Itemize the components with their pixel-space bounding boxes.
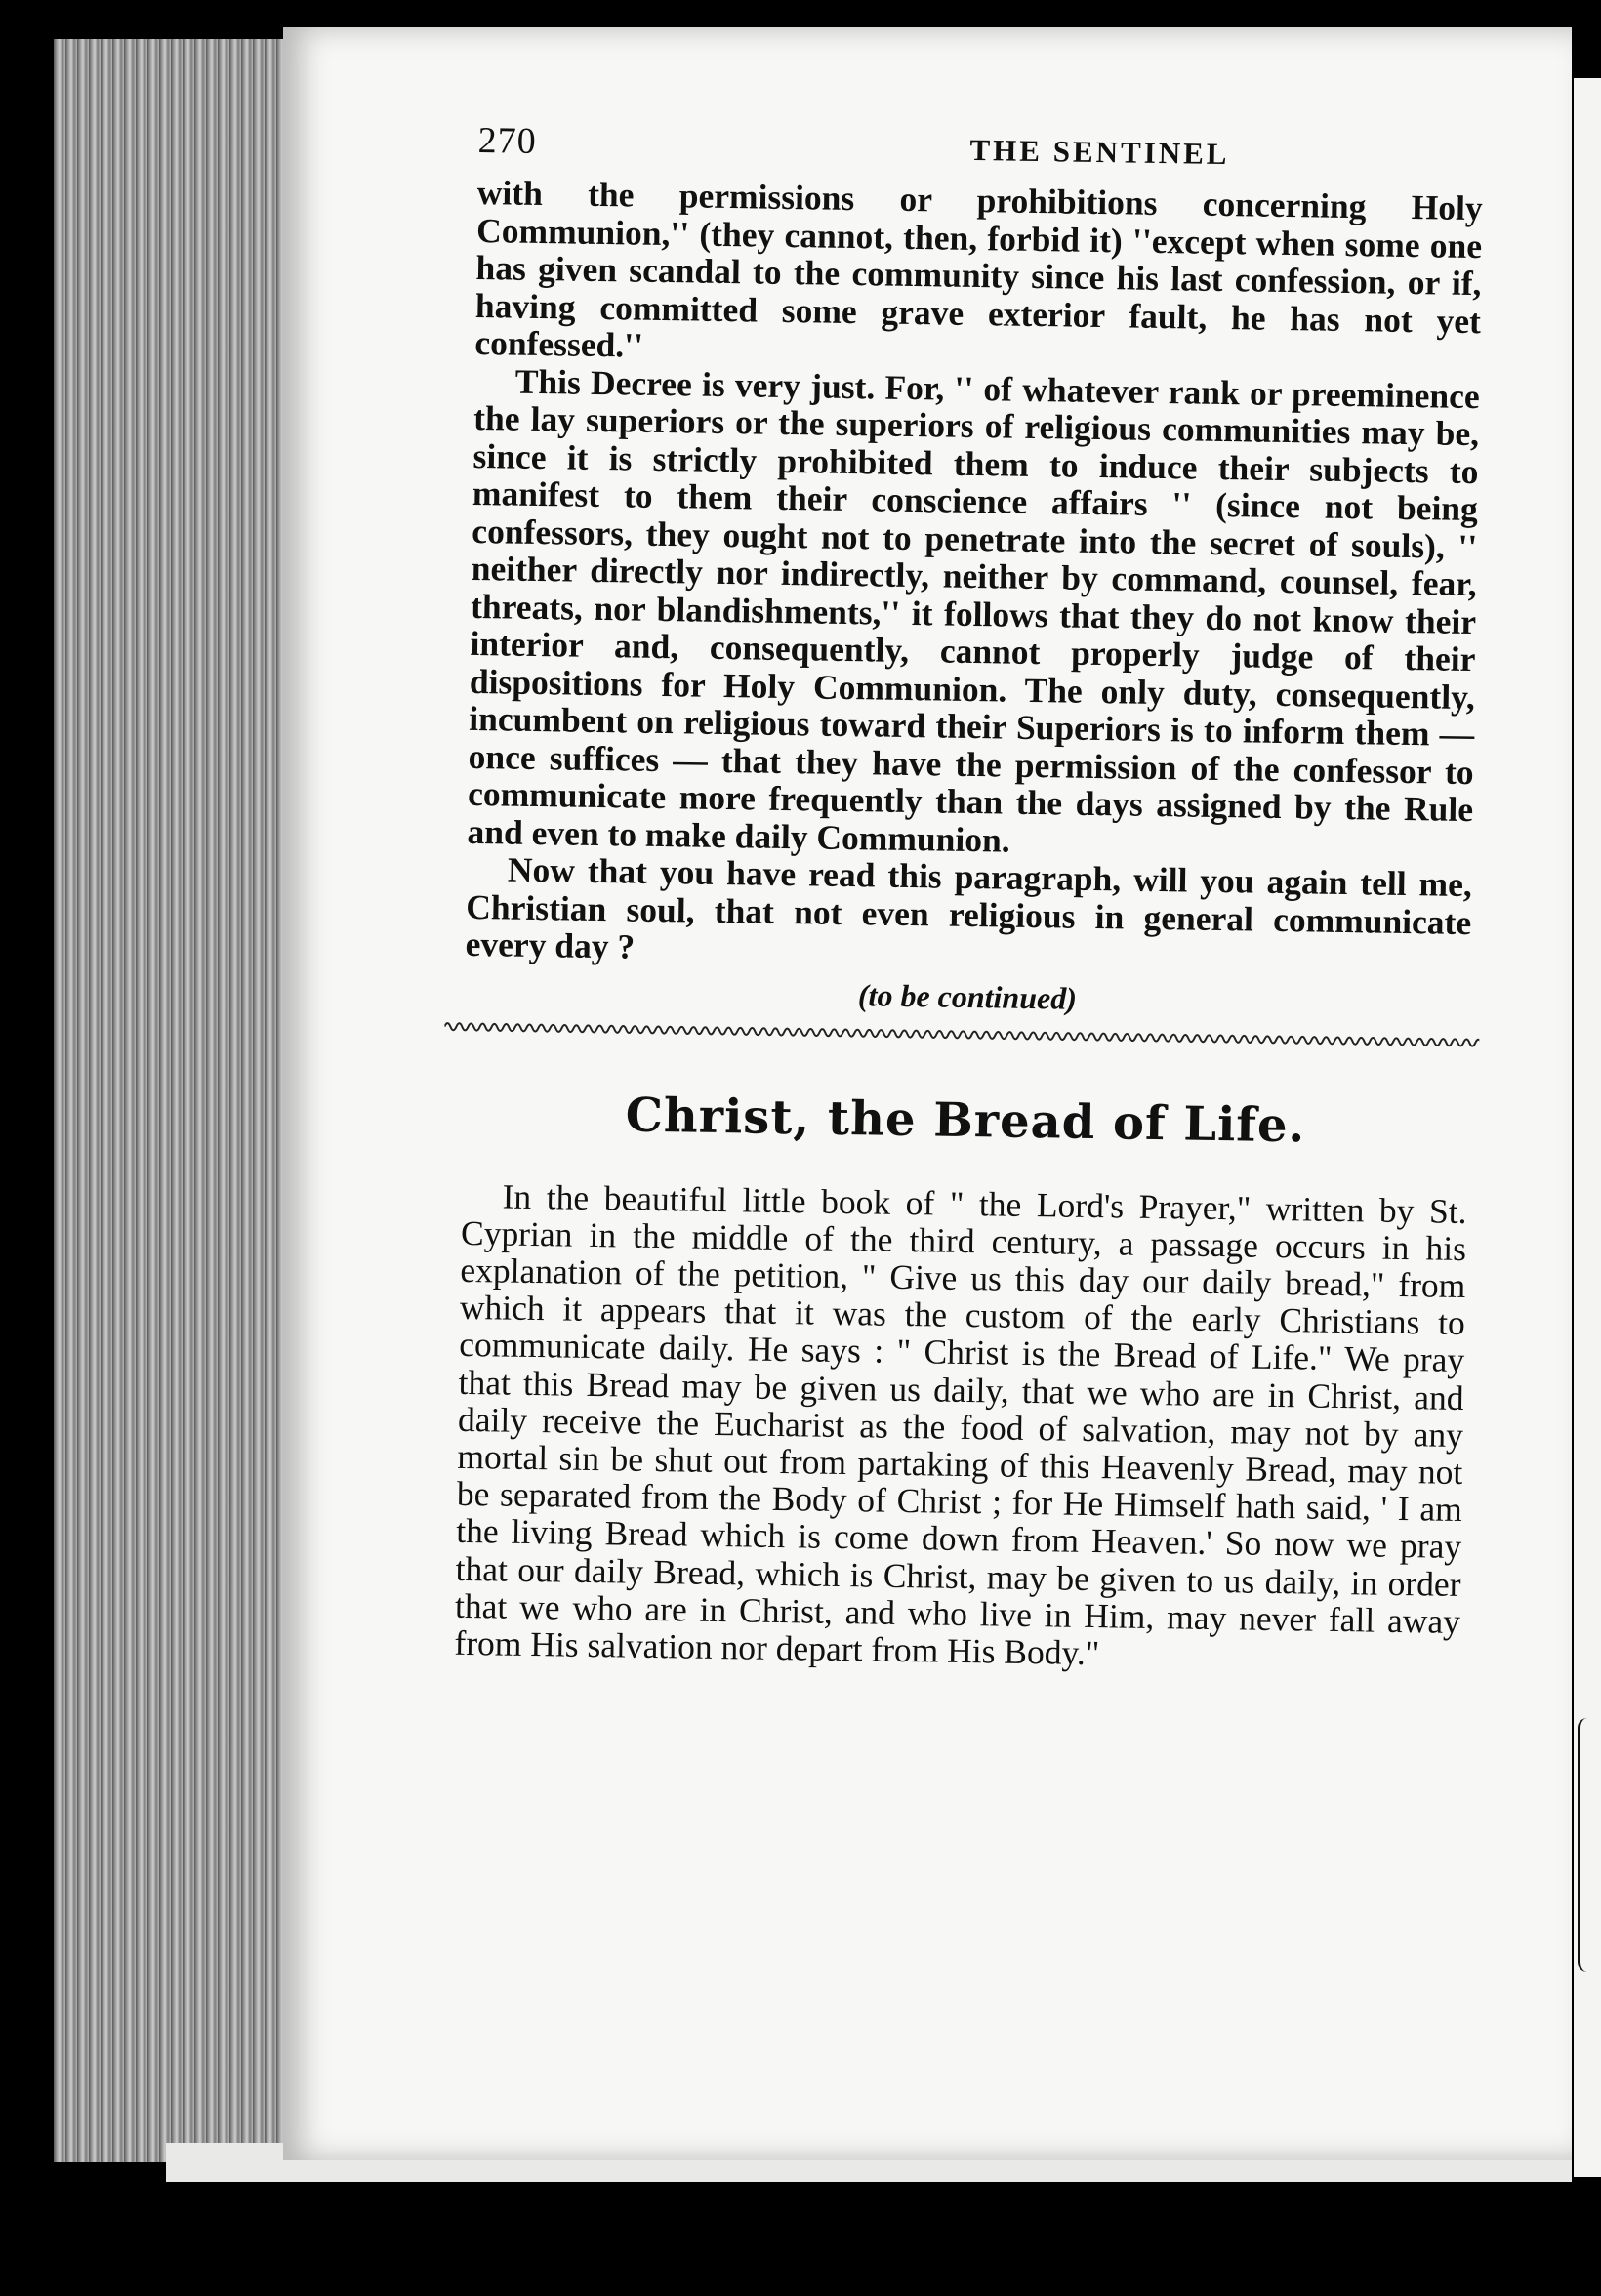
continued-note: (to be continued) (857, 976, 1078, 1016)
article-body (454, 1176, 1467, 1677)
ornament-border (1578, 1718, 1601, 1972)
paragraph: In the beautiful little book of " the Lord's Prayer," written by St. Cyprian in the middle of the third century, a passage occurs in his explanation of the petition, " Give us this day our daily bread," from which it appears that it was the custom of the early Christians to communicate daily. He says : " Christ is the Bread of Life." We pray that this Bread may be given us daily, that we who are in Christ, and daily receive the Eucharist as the food of salvation, may not by any mortal sin be shut out from partaking of this Heavenly Bread, may not be separated from the Body of Christ ; for He Himself hath said, ' I am the living Bread which is come down from Heaven.' So now we pray that our daily Bread, which is Christ, may be given to us daily, in order that we who are in Christ, and who live in Him, may never fall away from His salvation nor depart from His Body." (454, 1176, 1467, 1673)
book-page-edges (54, 39, 298, 2162)
running-head: THE SENTINEL (969, 132, 1230, 172)
continued-article (465, 174, 1483, 1026)
article-title: Christ, the Bread of Life. (625, 1086, 1306, 1153)
page-number: 270 (477, 119, 537, 162)
paragraph: Now that you have read this paragraph, will you again tell me, Christian soul, that not even religious in general communicate every day ? (465, 849, 1473, 966)
paragraph: with the permissions or prohibitions concerning Holy Communion,'' (they cannot, then, forbid it) ''except when some one has given scandal to the community since his last confession, or if, having committed some grave exterior fault, he has not yet confessed.'' (474, 172, 1484, 365)
paragraph: This Decree is very just. For, '' of whatever rank or preeminence the lay superiors or the superiors of religious communities may be, since it is strictly prohibited them to induce their subjects to manifest to them their conscience affairs '' (since not being confessors, they ought not to penetrate into the secret of souls), '' neither directly nor indirectly, neither by command, counsel, fear, threats, nor blandishments,'' it follows that they do not know their interior and, consequently, cannot properly judge of their dispositions for Holy Communion. The only duty, consequently, incumbent on religious toward their Superiors is to inform them — once suffices — that they have the permission of the confessor to communicate more frequently than the days assigned by the Rule and even to make daily Communion. (467, 361, 1480, 860)
page-text-block (454, 119, 1484, 1677)
